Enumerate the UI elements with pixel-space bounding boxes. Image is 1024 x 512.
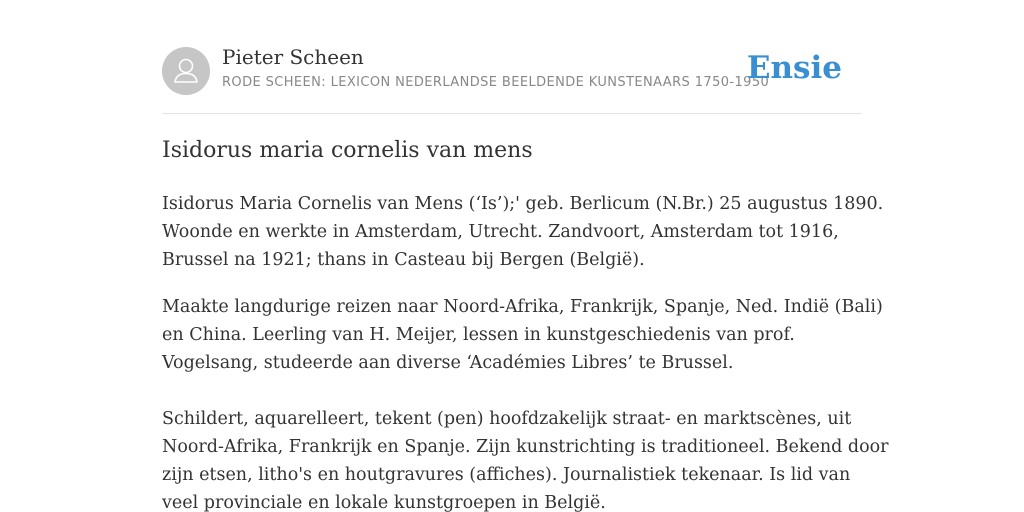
paragraph-biography (162, 190, 884, 274)
paragraph-line: Vogelsang, studeerde aan diverse ‘Académies Libres’ te Brussel. (162, 353, 734, 373)
entry-title: Isidorus maria cornelis van mens (162, 138, 533, 163)
paragraph-line: Noord-Afrika, Frankrijk en Spanje. Zijn kunstrichting is traditioneel. Bekend door (162, 437, 889, 457)
avatar[interactable] (162, 47, 210, 95)
paragraph-line: zijn etsen, litho's en houtgravures (affiches). Journalistiek tekenaar. Is lid van (162, 465, 851, 485)
author-source: RODE SCHEEN: LEXICON NEDERLANDSE BEELDENDE KUNSTENAARS 1750-1950 (222, 75, 770, 90)
paragraph-line: en China. Leerling van H. Meijer, lessen in kunstgeschiedenis van prof. (162, 325, 795, 345)
paragraph-line: Schildert, aquarelleert, tekent (pen) hoofdzakelijk straat- en marktscènes, uit (162, 409, 852, 429)
entry-card (162, 0, 889, 512)
paragraph-line: Woonde en werkte in Amsterdam, Utrecht. Zandvoort, Amsterdam tot 1916, (162, 222, 839, 242)
ensie-logo[interactable]: Ensie (746, 50, 842, 86)
paragraph-line: Maakte langdurige reizen naar Noord-Afrika, Frankrijk, Spanje, Ned. Indië (Bali) (162, 297, 883, 317)
author-name-link[interactable]: Pieter Scheen (222, 45, 364, 69)
paragraph-line: Isidorus Maria Cornelis van Mens (‘Is’);' geb. Berlicum (N.Br.) 25 augustus 1890. (162, 194, 884, 214)
entry-header (162, 0, 862, 114)
paragraph-travels (162, 293, 883, 377)
paragraph-line: veel provinciale en lokale kunstgroepen in België. (162, 493, 606, 512)
paragraph-work (162, 405, 889, 512)
paragraph-line: Brussel na 1921; thans in Casteau bij Bergen (België). (162, 250, 645, 270)
user-icon (162, 47, 210, 95)
